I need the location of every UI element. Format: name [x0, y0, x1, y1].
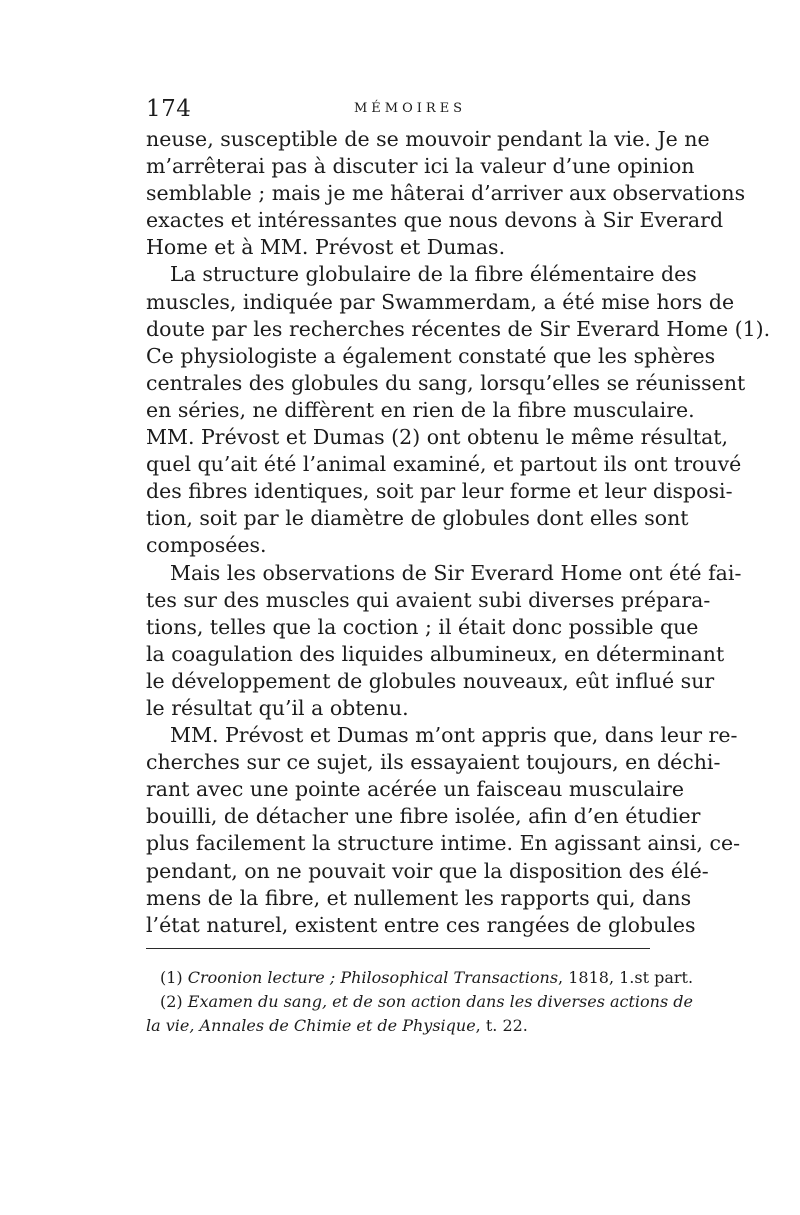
text-line: tes sur des muscles qui avaient subi diverses prépara-	[146, 587, 711, 612]
text-line: des fibres identiques, soit par leur forme et leur disposi-	[146, 479, 733, 504]
text-line: centrales des globules du sang, lorsqu’elles se réunissent	[146, 370, 746, 395]
text-line: cherches sur ce sujet, ils essayaient toujours, en déchi-	[146, 750, 721, 775]
footnote-1-number: (1)	[160, 968, 183, 987]
text-line: quel qu’ait été l’animal examiné, et partout ils ont trouvé	[146, 452, 742, 477]
footnote-2-cont	[146, 1014, 656, 1038]
footnote-2-detail: , t. 22.	[475, 1016, 528, 1035]
text-line: neuse, susceptible de se mouvoir pendant la vie. Je ne	[146, 127, 710, 151]
page-number: 174	[146, 96, 192, 122]
text-line: MM. Prévost et Dumas m’ont appris que, dans leur re-	[170, 723, 738, 748]
text-line: Home et à MM. Prévost et Dumas.	[146, 235, 506, 260]
text-line: composées.	[146, 533, 267, 558]
text-line: tions, telles que la coction ; il était donc possible que	[146, 614, 699, 639]
footnote-2-title-b: la vie, Annales de Chimie et de Physique	[146, 1016, 476, 1035]
footnote-1-detail: , 1818, 1.st part.	[558, 968, 694, 987]
footnote-1-title: Croonion lecture ; Philosophical Transactions	[187, 968, 559, 987]
running-title: MÉMOIRES	[354, 101, 467, 116]
text-line: m’arrêterai pas à discuter ici la valeur d’une opinion	[146, 154, 695, 179]
footnote-divider	[146, 948, 650, 949]
text-line: rant avec une pointe acérée un faisceau musculaire	[146, 777, 684, 802]
text-line: bouilli, de détacher une fibre isolée, afin d’en étudier	[146, 804, 701, 829]
text-line: exactes et intéressantes que nous devons à Sir Everard	[146, 208, 724, 233]
text-line: le résultat qu’il a obtenu.	[146, 695, 409, 720]
footnote-1	[146, 966, 694, 990]
footnote-2	[146, 990, 693, 1014]
text-line: l’état naturel, existent entre ces rangées de globules	[146, 912, 696, 937]
text-line: MM. Prévost et Dumas (2) ont obtenu le même résultat,	[146, 425, 729, 450]
text-line: pendant, on ne pouvait voir que la disposition des élé-	[146, 858, 709, 883]
text-line: La structure globulaire de la fibre élémentaire des	[170, 262, 697, 287]
text-line: la coagulation des liquides albumineux, en déterminant	[146, 641, 725, 666]
text-line: plus facilement la structure intime. En agissant ainsi, ce-	[146, 831, 740, 856]
footnotes	[146, 966, 694, 1038]
text-line: semblable ; mais je me hâterai d’arriver aux observations	[146, 181, 746, 206]
footnote-2-number: (2)	[160, 992, 183, 1011]
text-line: tion, soit par le diamètre de globules dont elles sont	[146, 506, 689, 531]
text-line: le développement de globules nouveaux, eût influé sur	[146, 668, 715, 693]
text-line: en séries, ne diffèrent en rien de la fibre musculaire.	[146, 397, 695, 422]
text-line: mens de la fibre, et nullement les rapports qui, dans	[146, 885, 692, 910]
main-text	[146, 126, 771, 939]
footnote-2-title-a: Examen du sang, et de son action dans les diverses actions de	[187, 992, 693, 1011]
page-header	[146, 96, 656, 126]
text-line: muscles, indiquée par Swammerdam, a été mise hors de	[146, 289, 735, 314]
text-line: Ce physiologiste a également constaté que les sphères	[146, 343, 716, 368]
text-line: Mais les observations de Sir Everard Home ont été fai-	[170, 560, 742, 585]
text-line: doute par les recherches récentes de Sir Everard Home (1).	[146, 316, 771, 341]
